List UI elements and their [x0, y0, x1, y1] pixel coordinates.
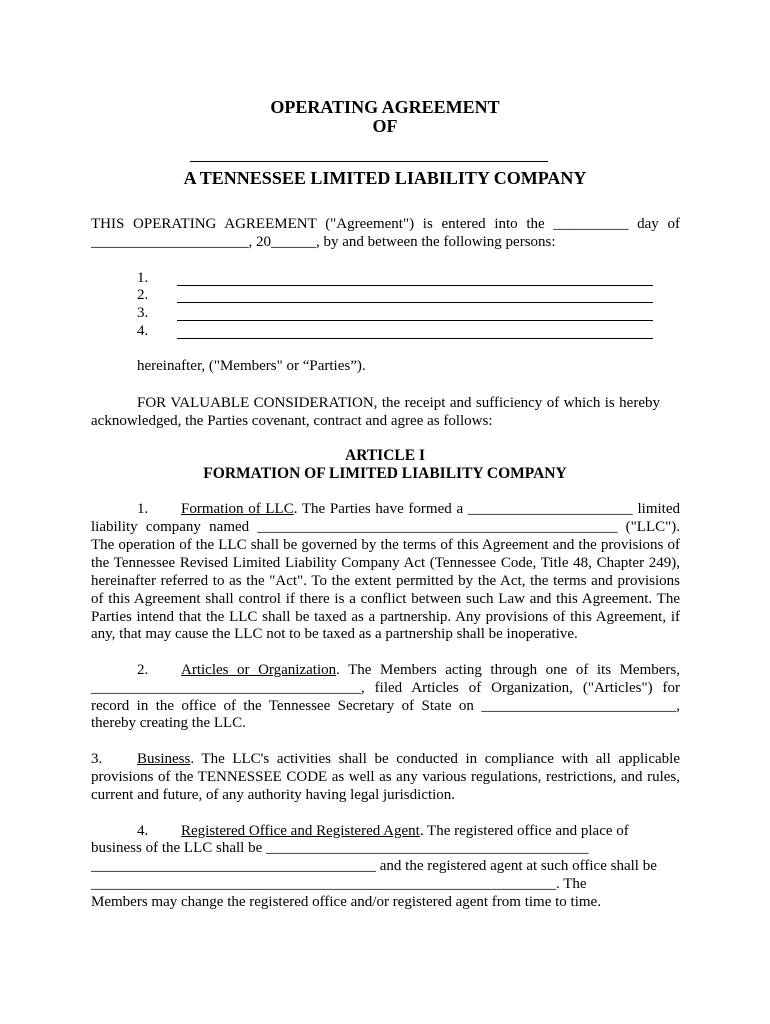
- section-line: ______________________________________________________________. The: [91, 876, 587, 892]
- section-line: any, that may cause the LLC not to be taxed as a partnership shall be inoperative.: [91, 626, 578, 642]
- member-name-blank[interactable]: [177, 285, 653, 286]
- section-line: Members may change the registered office and/or registered agent from time to time.: [91, 894, 601, 910]
- section-text: . The Members acting through one of its Members,: [336, 662, 680, 678]
- section-number: 3.: [91, 751, 103, 767]
- section-line: business of the LLC shall be ___________________________________________: [91, 840, 589, 856]
- section-2-line: [181, 661, 680, 679]
- member-name-blank[interactable]: [177, 302, 653, 303]
- article-title: FORMATION OF LIMITED LIABILITY COMPANY: [203, 465, 567, 482]
- section-text: . The registered office and place of: [419, 823, 629, 839]
- section-line: ______________________________________ and the registered agent at such office shall be: [91, 858, 657, 874]
- member-number: 3.: [137, 305, 149, 321]
- member-name-blank[interactable]: [177, 320, 653, 321]
- section-text: . The LLC's activities shall be conducted in compliance with all applicable: [190, 751, 680, 767]
- section-line: Parties intend that the LLC shall be taxed as a partnership. Any provisions of this Agreement, if: [91, 609, 680, 625]
- section-4-line: [181, 822, 629, 840]
- section-line: liability company named ________________________________________________ ("LLC").: [91, 519, 680, 535]
- section-3-line: [137, 750, 680, 768]
- member-name-blank[interactable]: [177, 338, 653, 339]
- member-number: 1.: [137, 270, 149, 286]
- consideration-line: FOR VALUABLE CONSIDERATION, the receipt and sufficiency of which is hereby: [137, 395, 660, 411]
- section-line: The operation of the LLC shall be governed by the terms of this Agreement and the provisions of: [91, 537, 680, 553]
- section-line: current and future, of any authority having legal jurisdiction.: [91, 787, 456, 803]
- member-number: 2.: [137, 287, 149, 303]
- parties-note: hereinafter, ("Members" or “Parties”).: [137, 358, 366, 374]
- section-number: 2.: [137, 662, 149, 678]
- section-heading: Articles or Organization: [181, 662, 337, 678]
- consideration-line: acknowledged, the Parties covenant, contract and agree as follows:: [91, 413, 493, 429]
- company-name-blank[interactable]: [190, 161, 548, 162]
- section-line: provisions of the TENNESSEE CODE as well as any various regulations, restrictions, and rules,: [91, 769, 680, 785]
- article-number: ARTICLE I: [345, 447, 425, 464]
- section-heading: Formation of LLC: [181, 501, 294, 517]
- section-heading: Business: [137, 751, 191, 767]
- section-number: 1.: [137, 501, 149, 517]
- section-heading: Registered Office and Registered Agent: [181, 823, 420, 839]
- section-line: record in the office of the Tennessee Secretary of State on __________________________,: [91, 698, 680, 714]
- section-line: of this Agreement shall control if there is a conflict between such Law and this Agreement. The: [91, 591, 680, 607]
- intro-line: THIS OPERATING AGREEMENT ("Agreement") is entered into the __________ day of: [91, 216, 680, 232]
- section-line: the Tennessee Revised Limited Liability Company Act (Tennessee Code, Title 48, Chapter 249),: [91, 555, 680, 571]
- section-line: thereby creating the LLC.: [91, 715, 246, 731]
- section-line: ____________________________________, filed Articles of Organization, ("Articles") for: [91, 680, 680, 696]
- document-title-of: OF: [372, 116, 398, 136]
- section-text: . The Parties have formed a ______________________ limited: [293, 501, 680, 517]
- document-title: OPERATING AGREEMENT: [270, 97, 500, 117]
- intro-line: _____________________, 20______, by and between the following persons:: [91, 234, 556, 250]
- section-line: hereinafter referred to as the "Act". To the extent permitted by the Act, the terms and provisions: [91, 573, 680, 589]
- section-1-line: [181, 500, 680, 518]
- section-number: 4.: [137, 823, 149, 839]
- member-number: 4.: [137, 323, 149, 339]
- company-type-heading: A TENNESSEE LIMITED LIABILITY COMPANY: [183, 168, 587, 188]
